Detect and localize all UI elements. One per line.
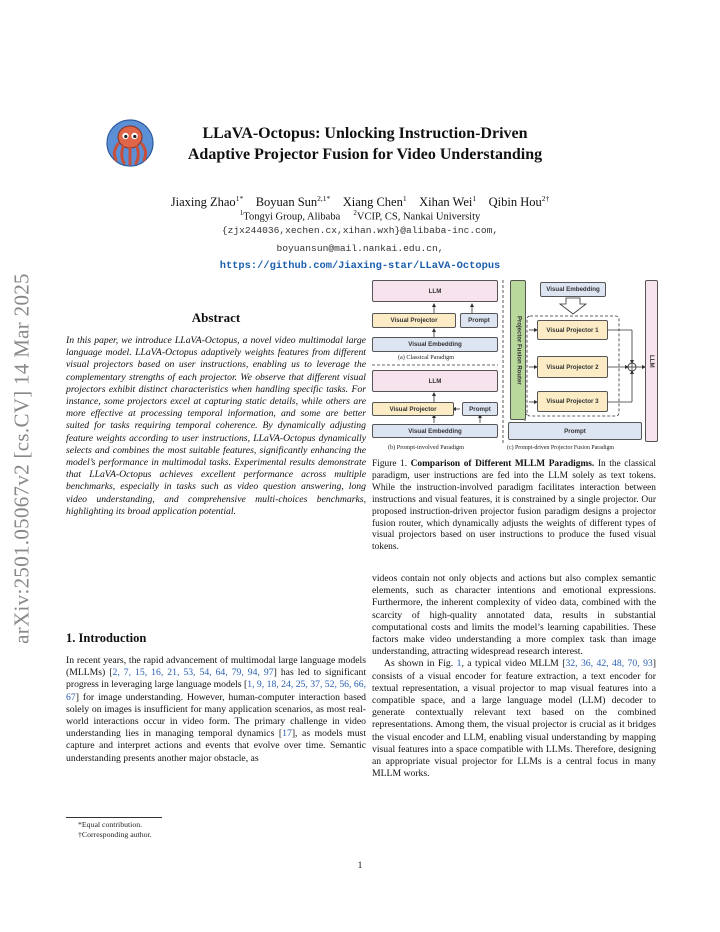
intro-text: ], as models must capture and interpret actions and events that evolve over time. Semantic understanding presents another major obstacle, as xyxy=(66,728,367,764)
author-name: Xiang Chen xyxy=(342,195,403,210)
subfigure-a-label: (a) Classical Paradigm xyxy=(398,354,455,361)
email-line-1: {zjx244036,xechen.cx,xihan.wxh}@alibaba-inc.com, xyxy=(221,225,499,236)
footnote-rule xyxy=(66,817,162,818)
introduction-paragraph xyxy=(66,655,366,765)
paragraph xyxy=(372,658,656,780)
figure-ref-link[interactable]: 1 xyxy=(456,658,462,670)
affil-text: Tongyi Group, Alibaba xyxy=(243,211,341,223)
footnote-equal-contribution: *Equal contribution. xyxy=(78,820,143,829)
author-name: Jiaxing Zhao xyxy=(170,195,236,210)
subfigure-b-label: (b) Prompt-involved Paradigm xyxy=(388,444,464,451)
citation-link[interactable]: 17 xyxy=(282,728,292,740)
visual-embedding-box-classical: Visual Embedding xyxy=(372,337,498,352)
abstract-body: In this paper, we introduce LLaVA-Octopus, a novel video multimodal large language model. LLaVA-Octopus adaptively weights features from different visual projectors based on user instructions, enabling us to leverage the complementary strengths of each projector. We observe that different visual projectors exhibit distinct characteristics when handling specific tasks. For instance, some projectors excel at capturing static details, while others are more effective at processing temporal information, and some are better suited for tasks requiring temporal coherence. By dynamically adjusting feature weights according to user instructions, LLaVA-Octopus dynamically selects and combines the most suitable features, significantly enhancing the model’s performance in multimodal tasks. Experimental results demonstrate that LLaVA-Octopus achieves excellent performance across multiple benchmarks, especially in tasks such as video question answering, long video understanding, and comprehensive multi-choices benchmarks, highlighting its broad application potential. xyxy=(66,335,366,517)
affiliations xyxy=(60,209,660,223)
subfigure-c-label: (c) Prompt-driven Projector Fusion Paradigm xyxy=(507,445,614,451)
visual-projector-2-box: Visual Projector 2 xyxy=(537,356,608,378)
citation-link[interactable]: 1, 9, 18, 24, 25, 37, 52, 56, 66, 67 xyxy=(66,679,366,703)
arxiv-side-stamp: arXiv:2501.05067v2 [cs.CV] 14 Mar 2025 xyxy=(9,273,34,644)
author-list xyxy=(60,191,660,210)
title-line-2: Adaptive Projector Fusion for Video Understanding xyxy=(187,146,543,163)
email-line-2: boyuansun@mail.nankai.edu.cn, xyxy=(276,243,444,254)
llm-box-classical: LLM xyxy=(372,280,498,302)
author-mark: 2,1* xyxy=(317,194,331,203)
citation-link[interactable]: 32, 36, 42, 48, 70, 93 xyxy=(565,658,653,670)
router-label: Projector Fusion Router xyxy=(515,315,522,385)
octopus-logo-icon xyxy=(106,118,154,168)
author-mark: 1 xyxy=(402,194,407,203)
abstract-heading: Abstract xyxy=(191,310,241,325)
caption-bold-title: Comparison of Different MLLM Paradigms. xyxy=(410,459,595,469)
para-text: , a typical video MLLM [ xyxy=(461,658,566,670)
visual-embedding-box-fusion: Visual Embedding xyxy=(540,282,606,297)
author-name: Boyuan Sun xyxy=(255,195,318,210)
affil-mark: 1 xyxy=(239,209,244,217)
intro-text: ] has led to significant progress in leveraging large language models [ xyxy=(66,667,367,691)
llm-box-prompt-involved: LLM xyxy=(372,370,498,392)
github-link[interactable]: https://github.com/Jiaxing-star/LLaVA-Octopus xyxy=(219,260,501,272)
footnote-corresponding-author: †Corresponding author. xyxy=(78,830,152,839)
visual-projector-box-prompt-involved: Visual Projector xyxy=(372,402,454,416)
page-number: 1 xyxy=(357,861,363,871)
right-column-body xyxy=(372,573,656,780)
author-name: Xihan Wei xyxy=(419,195,473,210)
citation-link[interactable]: 2, 7, 15, 16, 21, 53, 54, 64, 79, 94, 97 xyxy=(112,667,274,679)
author-name: Qibin Hou xyxy=(488,195,542,210)
intro-text: In recent years, the rapid advancement of multimodal large language models (MLLMs) [ xyxy=(66,655,366,679)
visual-projector-box-classical: Visual Projector xyxy=(372,313,456,328)
paragraph: videos contain not only objects and actions but also complex semantic elements, such as character intentions and emotional expressions. Furthermore, the inherent complexity of video data, combined with the scarcity of high-quality annotated data, results in substantial computational costs and limits the model’s learning capabilities. These factors make video understanding a more complex task than image understanding, attracting widespread research interest. xyxy=(372,573,656,658)
prompt-box-classical: Prompt xyxy=(460,313,498,328)
para-text: ] consists of a visual encoder for feature extraction, a text encoder for textual representation, a visual projector to map visual features into a compatible space, and a large language model (LLM) decoder to generate contextually relevant text based on the combined representations. Among them, the visual projector is crucial as it bridges the visual encoder and LLM, enabling visual understanding by mapping visual features into a space compatible with LLMs. Therefore, designing an appropriate visual projector for LLMs is a central focus in many MLLM works. xyxy=(372,658,656,780)
visual-embedding-box-prompt-involved: Visual Embedding xyxy=(372,424,498,438)
llm-label-fusion: LLM xyxy=(648,354,655,368)
affil-text: VCIP, CS, Nankai University xyxy=(356,211,481,223)
author-mark: 2† xyxy=(541,194,550,203)
paper-title xyxy=(150,123,580,165)
title-line-1: LLaVA-Octopus: Unlocking Instruction-Driven xyxy=(202,125,528,142)
author-mark: 1 xyxy=(472,194,477,203)
visual-projector-3-box: Visual Projector 3 xyxy=(537,391,608,412)
author-mark: 1* xyxy=(235,194,244,203)
caption-label: Figure 1. xyxy=(372,459,408,469)
section-heading-introduction: 1. Introduction xyxy=(66,631,147,645)
intro-text: ] for image understanding. However, human-computer interaction based solely on images is insufficient for many application scenarios, as most real-world interactions occur in video form. The primary challenge in video understanding lies in managing temporal dynamics [ xyxy=(66,691,366,740)
affil-mark: 2 xyxy=(353,209,357,217)
visual-projector-1-box: Visual Projector 1 xyxy=(537,320,608,340)
projector-fusion-router-box xyxy=(510,280,526,420)
figure-1-caption xyxy=(372,459,656,554)
figure-1-diagram xyxy=(370,278,660,456)
para-text: As shown in Fig. xyxy=(384,658,457,670)
prompt-box-fusion: Prompt xyxy=(508,422,642,440)
caption-text: In the classical paradigm, user instructions are fed into the LLM solely as text tokens. While the instruction-involved paradigm facilitates interaction between instructions and visual features, it is constrained by a single projector. Our proposed instruction-driven projector fusion paradigm designs a projector fusion router, which dynamically adjusts the weights of different types of visual projectors based on user instructions to produce the fused visual tokens. xyxy=(372,459,656,553)
prompt-box-prompt-involved: Prompt xyxy=(462,402,498,416)
llm-box-fusion xyxy=(645,280,658,442)
